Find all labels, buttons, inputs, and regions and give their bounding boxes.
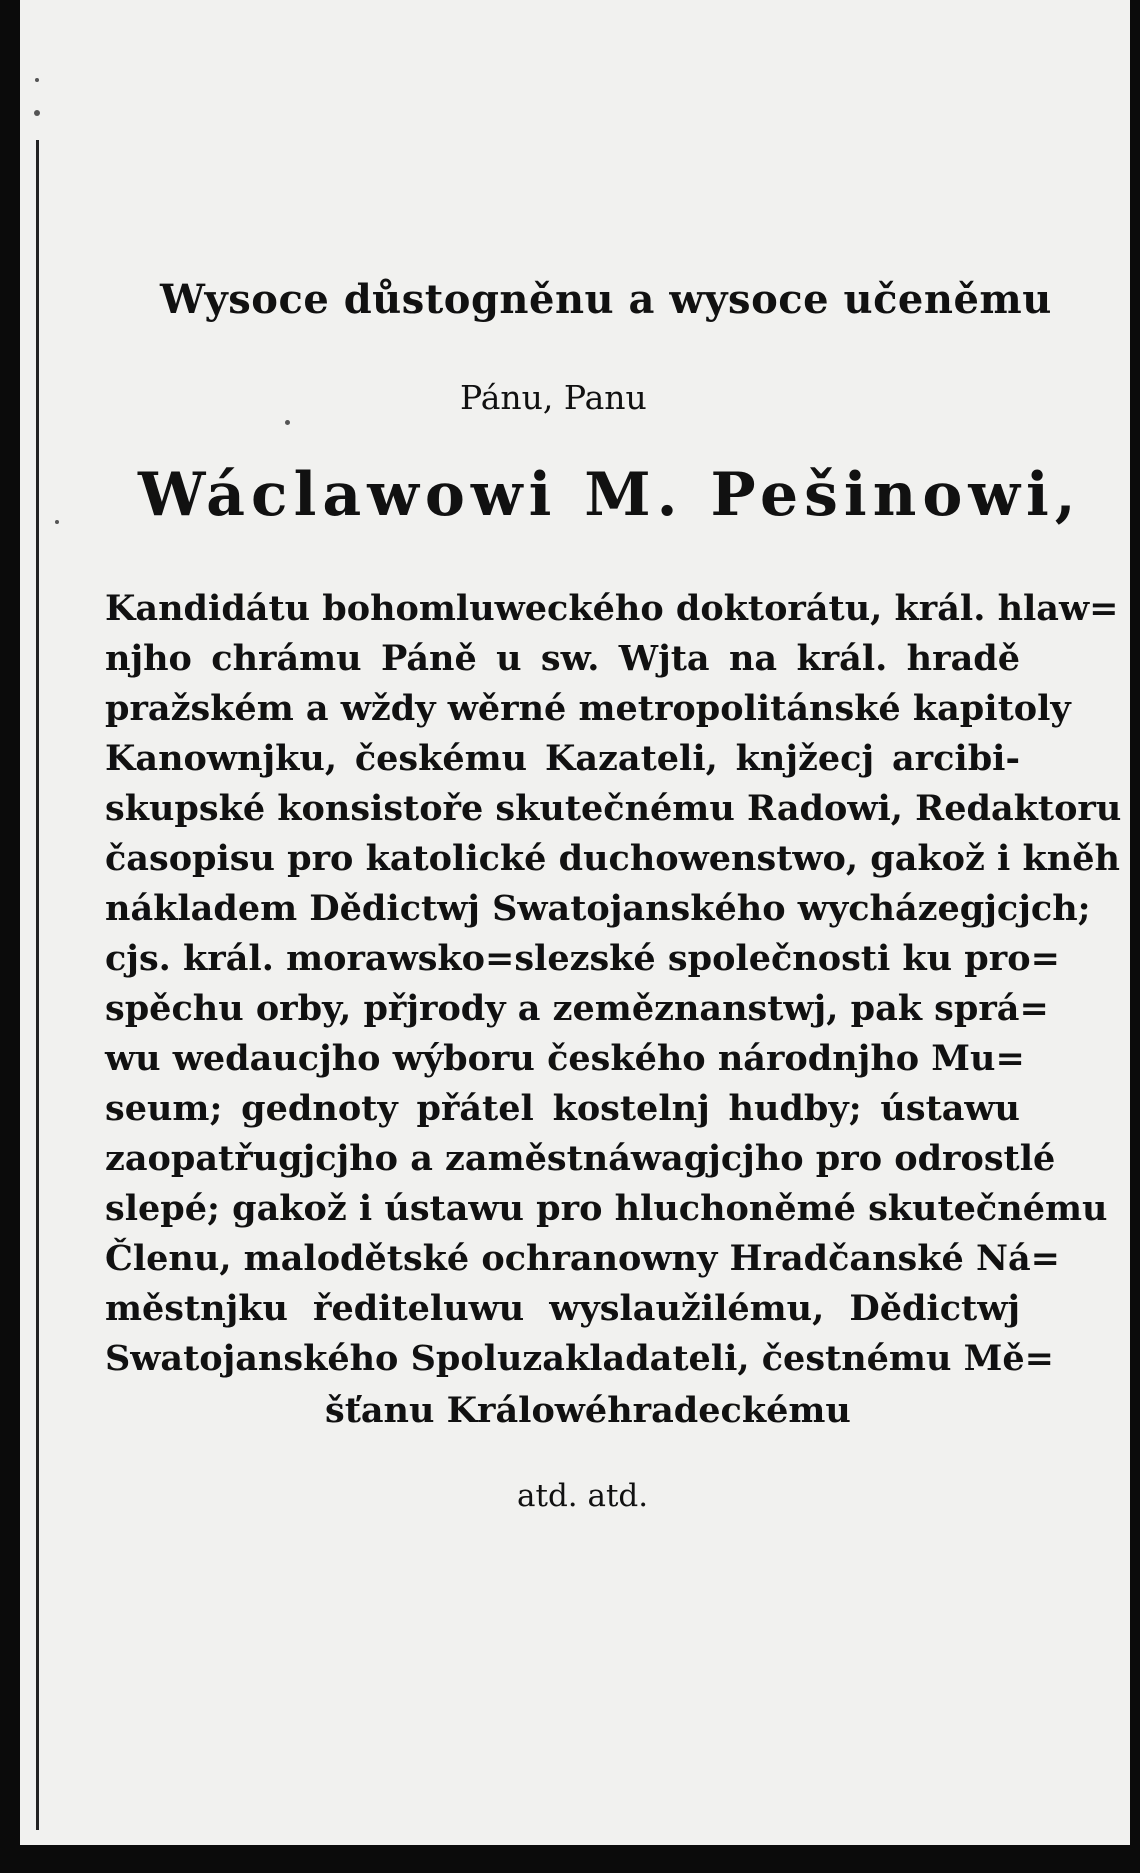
body-line: Kanownjku, českému Kazateli, knjžecj arcibi- [105,738,1020,779]
dedicatee-name: Wáclawowi M. Pešinowi, [138,460,1082,530]
print-speck [34,110,40,116]
print-speck [55,520,59,524]
print-speck [35,78,39,82]
body-line: nákladem Dědictwj Swatojanského wycházegjcjch; [105,888,1091,929]
dedication-heading: Wysoce důstogněnu a wysoce učeněmu [160,276,1052,323]
body-line: pražském a wždy wěrné metropolitánské kapitoly [105,688,1071,729]
body-line: Členu, malodětské ochranowny Hradčanské Ná= [105,1238,1060,1279]
body-line: zaopatřugjcjho a zaměstnáwagjcjho pro odrostlé [105,1138,1056,1179]
body-line: spěchu orby, přjrody a zeměznanstwj, pak sprá= [105,988,1049,1029]
closing-text: atd. atd. [517,1478,649,1514]
page-binding-line [36,140,39,1830]
body-line: njho chrámu Páně u sw. Wjta na král. hradě [105,638,1020,679]
book-page [20,0,1130,1845]
print-speck [285,420,290,425]
body-line: wu wedaucjho wýboru českého národnjho Mu= [105,1038,1025,1079]
dedication-salutation: Pánu, Panu [460,378,647,417]
body-line: Kandidátu bohomluweckého doktorátu, král. hlaw= [105,588,1119,629]
body-line: Swatojanského Spoluzakladateli, čestnému Mě= [105,1338,1054,1379]
body-line: seum; gednoty přátel kostelnj hudby; ústawu [105,1088,1020,1129]
body-line: městnjku řediteluwu wyslaužilému, Dědictwj [105,1288,1020,1329]
body-line: skupské konsistoře skutečnému Radowi, Redaktoru [105,788,1122,829]
body-line: cjs. král. morawsko=slezské společnosti ku pro= [105,938,1060,979]
body-line-last: šťanu Králowéhradeckému [325,1390,851,1431]
body-line: slepé; gakož i ústawu pro hluchoněmé skutečnému [105,1188,1108,1229]
body-line: časopisu pro katolické duchowenstwo, gakož i kněh [105,838,1120,879]
